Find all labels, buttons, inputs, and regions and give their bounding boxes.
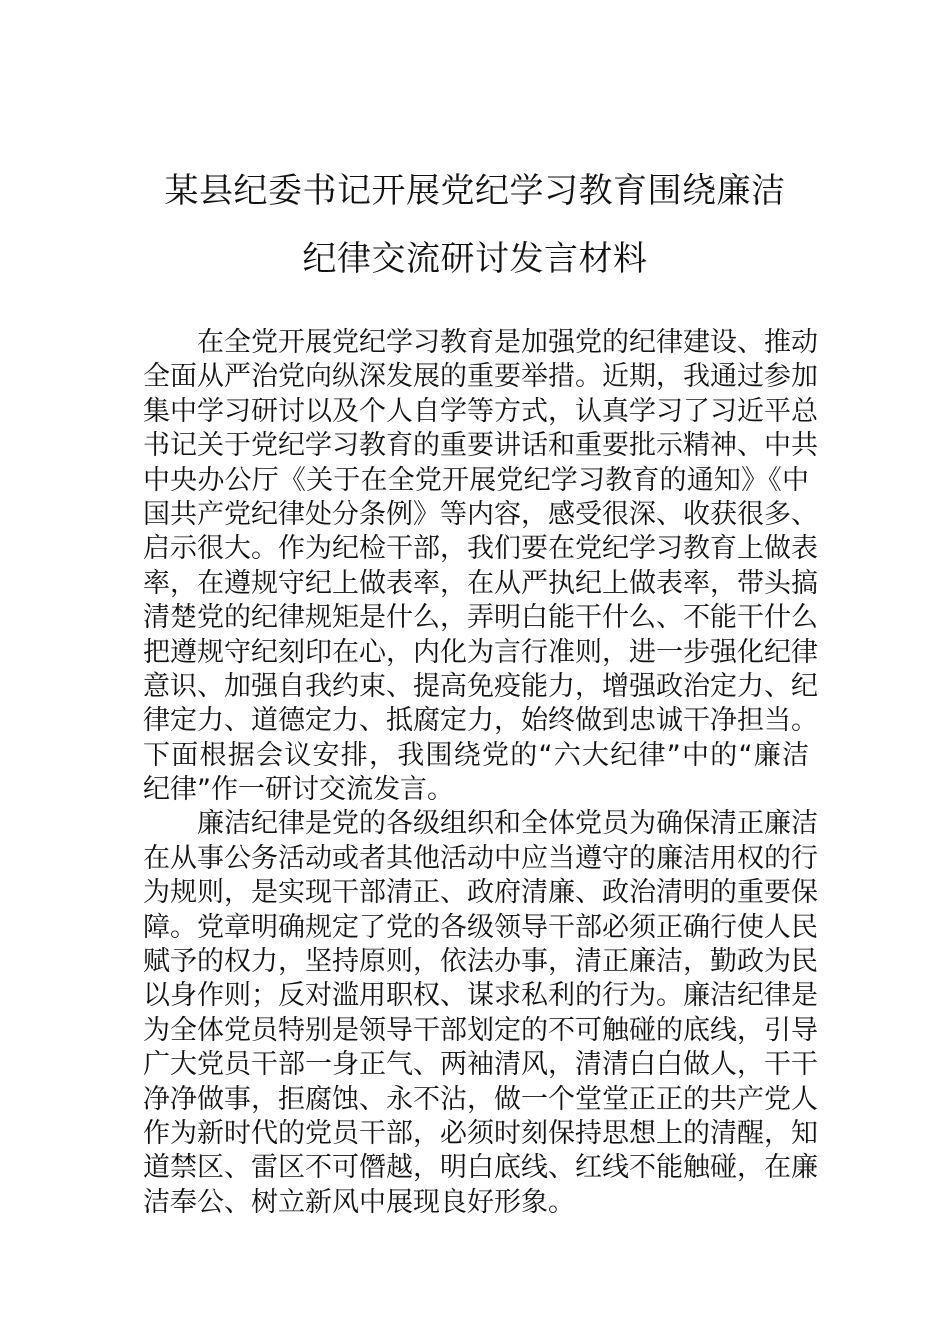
paragraph-1 [143,326,818,807]
paragraph-line: 净净做事，拒腐蚀、永不沾，做一个堂堂正正的共产党人 [143,1083,818,1115]
paragraph-line: 启示很大。作为纪检干部，我们要在党纪学习教育上做表 [143,533,818,565]
paragraph-line: 为全体党员特别是领导干部划定的不可触碰的底线，引导 [143,1014,818,1046]
paragraph-line: 把遵规守纪刻印在心，内化为言行准则，进一步强化纪律 [143,636,818,668]
document-title-line-2: 纪律交流研讨发言材料 [302,239,648,279]
paragraph-line: 清楚党的纪律规矩是什么，弄明白能干什么、不能干什么 [143,602,818,634]
paragraph-line: 下面根据会议安排，我围绕党的“六大纪律”中的“廉洁 [143,739,809,771]
paragraph-line: 作为新时代的党员干部，必须时刻保持思想上的清醒，知 [143,1117,818,1149]
document-title-line-1: 某县纪委书记开展党纪学习教育围绕廉洁 [164,171,786,211]
paragraph-line: 书记关于党纪学习教育的重要讲话和重要批示精神、中共 [143,430,818,462]
paragraph-line: 中央办公厅《关于在全党开展党纪学习教育的通知》《中 [143,464,809,496]
paragraph-line: 道禁区、雷区不可僭越，明白底线、红线不能触碰，在廉 [143,1152,818,1184]
paragraph-line: 全面从严治党向纵深发展的重要举措。近期，我通过参加 [143,361,818,393]
paragraph-line: 集中学习研讨以及个人自学等方式，认真学习了习近平总 [143,395,818,427]
paragraph-line: 国共产党纪律处分条例》等内容，感受很深、收获很多、 [143,498,818,530]
document-body [143,326,818,1220]
paragraph-line: 在全党开展党纪学习教育是加强党的纪律建设、推动 [197,327,818,358]
paragraph-line: 赋予的权力，坚持原则，依法办事，清正廉洁，勤政为民 [143,946,818,978]
paragraph-line: 意识、加强自我约束、提高免疫能力，增强政治定力、纪 [143,670,818,702]
paragraph-line: 廉洁纪律是党的各级组织和全体党员为确保清正廉洁 [197,808,818,840]
paragraph-line: 障。党章明确规定了党的各级领导干部必须正确行使人民 [143,911,818,943]
paragraph-line: 律定力、道德定力、抵腐定力，始终做到忠诚干净担当。 [143,705,818,737]
paragraph-line: 为规则，是实现干部清正、政府清廉、政治清明的重要保 [143,877,818,909]
paragraph-line: 率，在遵规守纪上做表率，在从严执纪上做表率，带头搞 [143,567,818,599]
paragraph-line: 在从事公务活动或者其他活动中应当遵守的廉洁用权的行 [143,842,818,874]
paragraph-line: 纪律”作一研讨交流发言。 [143,774,454,806]
paragraph-line: 洁奉公、树立新风中展现良好形象。 [143,1186,575,1218]
paragraph-line: 广大党员干部一身正气、两袖清风，清清白白做人，干干 [143,1049,818,1081]
paragraph-line: 以身作则；反对滥用职权、谋求私利的行为。廉洁纪律是 [143,980,818,1012]
paragraph-2 [143,807,818,1220]
